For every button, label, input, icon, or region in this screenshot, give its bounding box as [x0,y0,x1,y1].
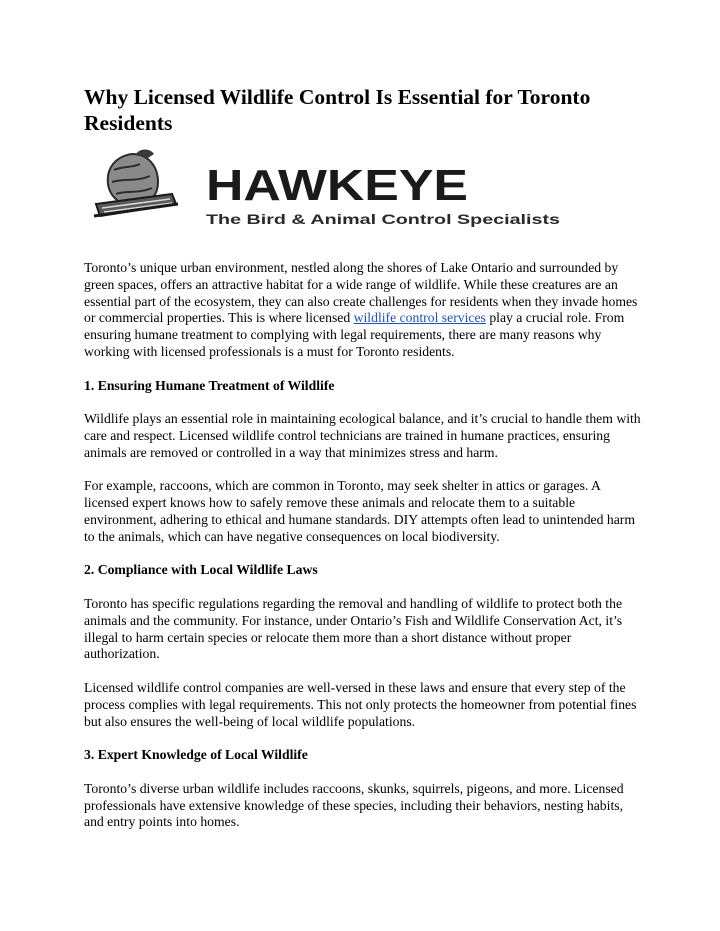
intro-paragraph [84,260,644,361]
hawkeye-logo [92,148,572,232]
section-heading-expert-knowledge: 3. Expert Knowledge of Local Wildlife [84,747,308,763]
wildlife-control-services-link[interactable]: wildlife control services [353,310,486,326]
intro-text-before-link: Toronto’s unique urban environment, nestled along the shores of Lake Ontario and surrounded by green spaces, offers an attractive habitat for a wide range of wildlife. While these creatures are an essential part of the ecosystem, they can also create challenges for residents when they invade homes or commercial properties. This is where licensed [84,260,638,326]
article-title: Why Licensed Wildlife Control Is Essential for Toronto Residents [84,85,591,135]
paragraph: Wildlife plays an essential role in maintaining ecological balance, and it’s crucial to handle them with care and respect. Licensed wildlife control technicians are trained in humane practices, ensuring animals are removed or controlled in a way that minimizes stress and harm. [84,411,641,460]
section-heading-compliance-laws: 2. Compliance with Local Wildlife Laws [84,562,318,578]
intro-text-after-link: play a crucial role. From ensuring humane treatment to complying with legal requirements, there are many reasons why working with licensed professionals is a must for Toronto residents. [84,310,625,359]
paragraph: Toronto’s diverse urban wildlife includes raccoons, skunks, squirrels, pigeons, and more. Licensed professionals have extensive knowledge of these species, including their behaviors, nesting habits, and entry points into homes. [84,780,624,830]
paragraph: Licensed wildlife control companies are well-versed in these laws and ensure that every step of the process complies with legal requirements. This not only protects the homeowner from potential fines but also ensures the well-being of local wildlife populations. [84,679,637,729]
section-heading-humane-treatment: 1. Ensuring Humane Treatment of Wildlife [84,377,335,393]
paragraph: Toronto has specific regulations regarding the removal and handling of wildlife to protect both the animals and the community. For instance, under Ontario’s Fish and Wildlife Conservation Act, it’s illegal to harm certain species or relocate them more than a short distance without proper authorization. [84,595,623,662]
logo-brand-text: HAWKEYE [206,161,468,210]
article-body [84,260,644,848]
paragraph: For example, raccoons, which are common in Toronto, may seek shelter in attics or garages. A licensed expert knows how to safely remove these animals and relocate them to a suitable environment, adhering to ethical and humane standards. DIY attempts often lead to unintended harm to the animals, which can have negative consequences on local biodiversity. [84,478,636,544]
logo-tagline-text: The Bird & Animal Control Specialists [206,211,561,227]
hawk-emblem-icon [94,150,178,217]
